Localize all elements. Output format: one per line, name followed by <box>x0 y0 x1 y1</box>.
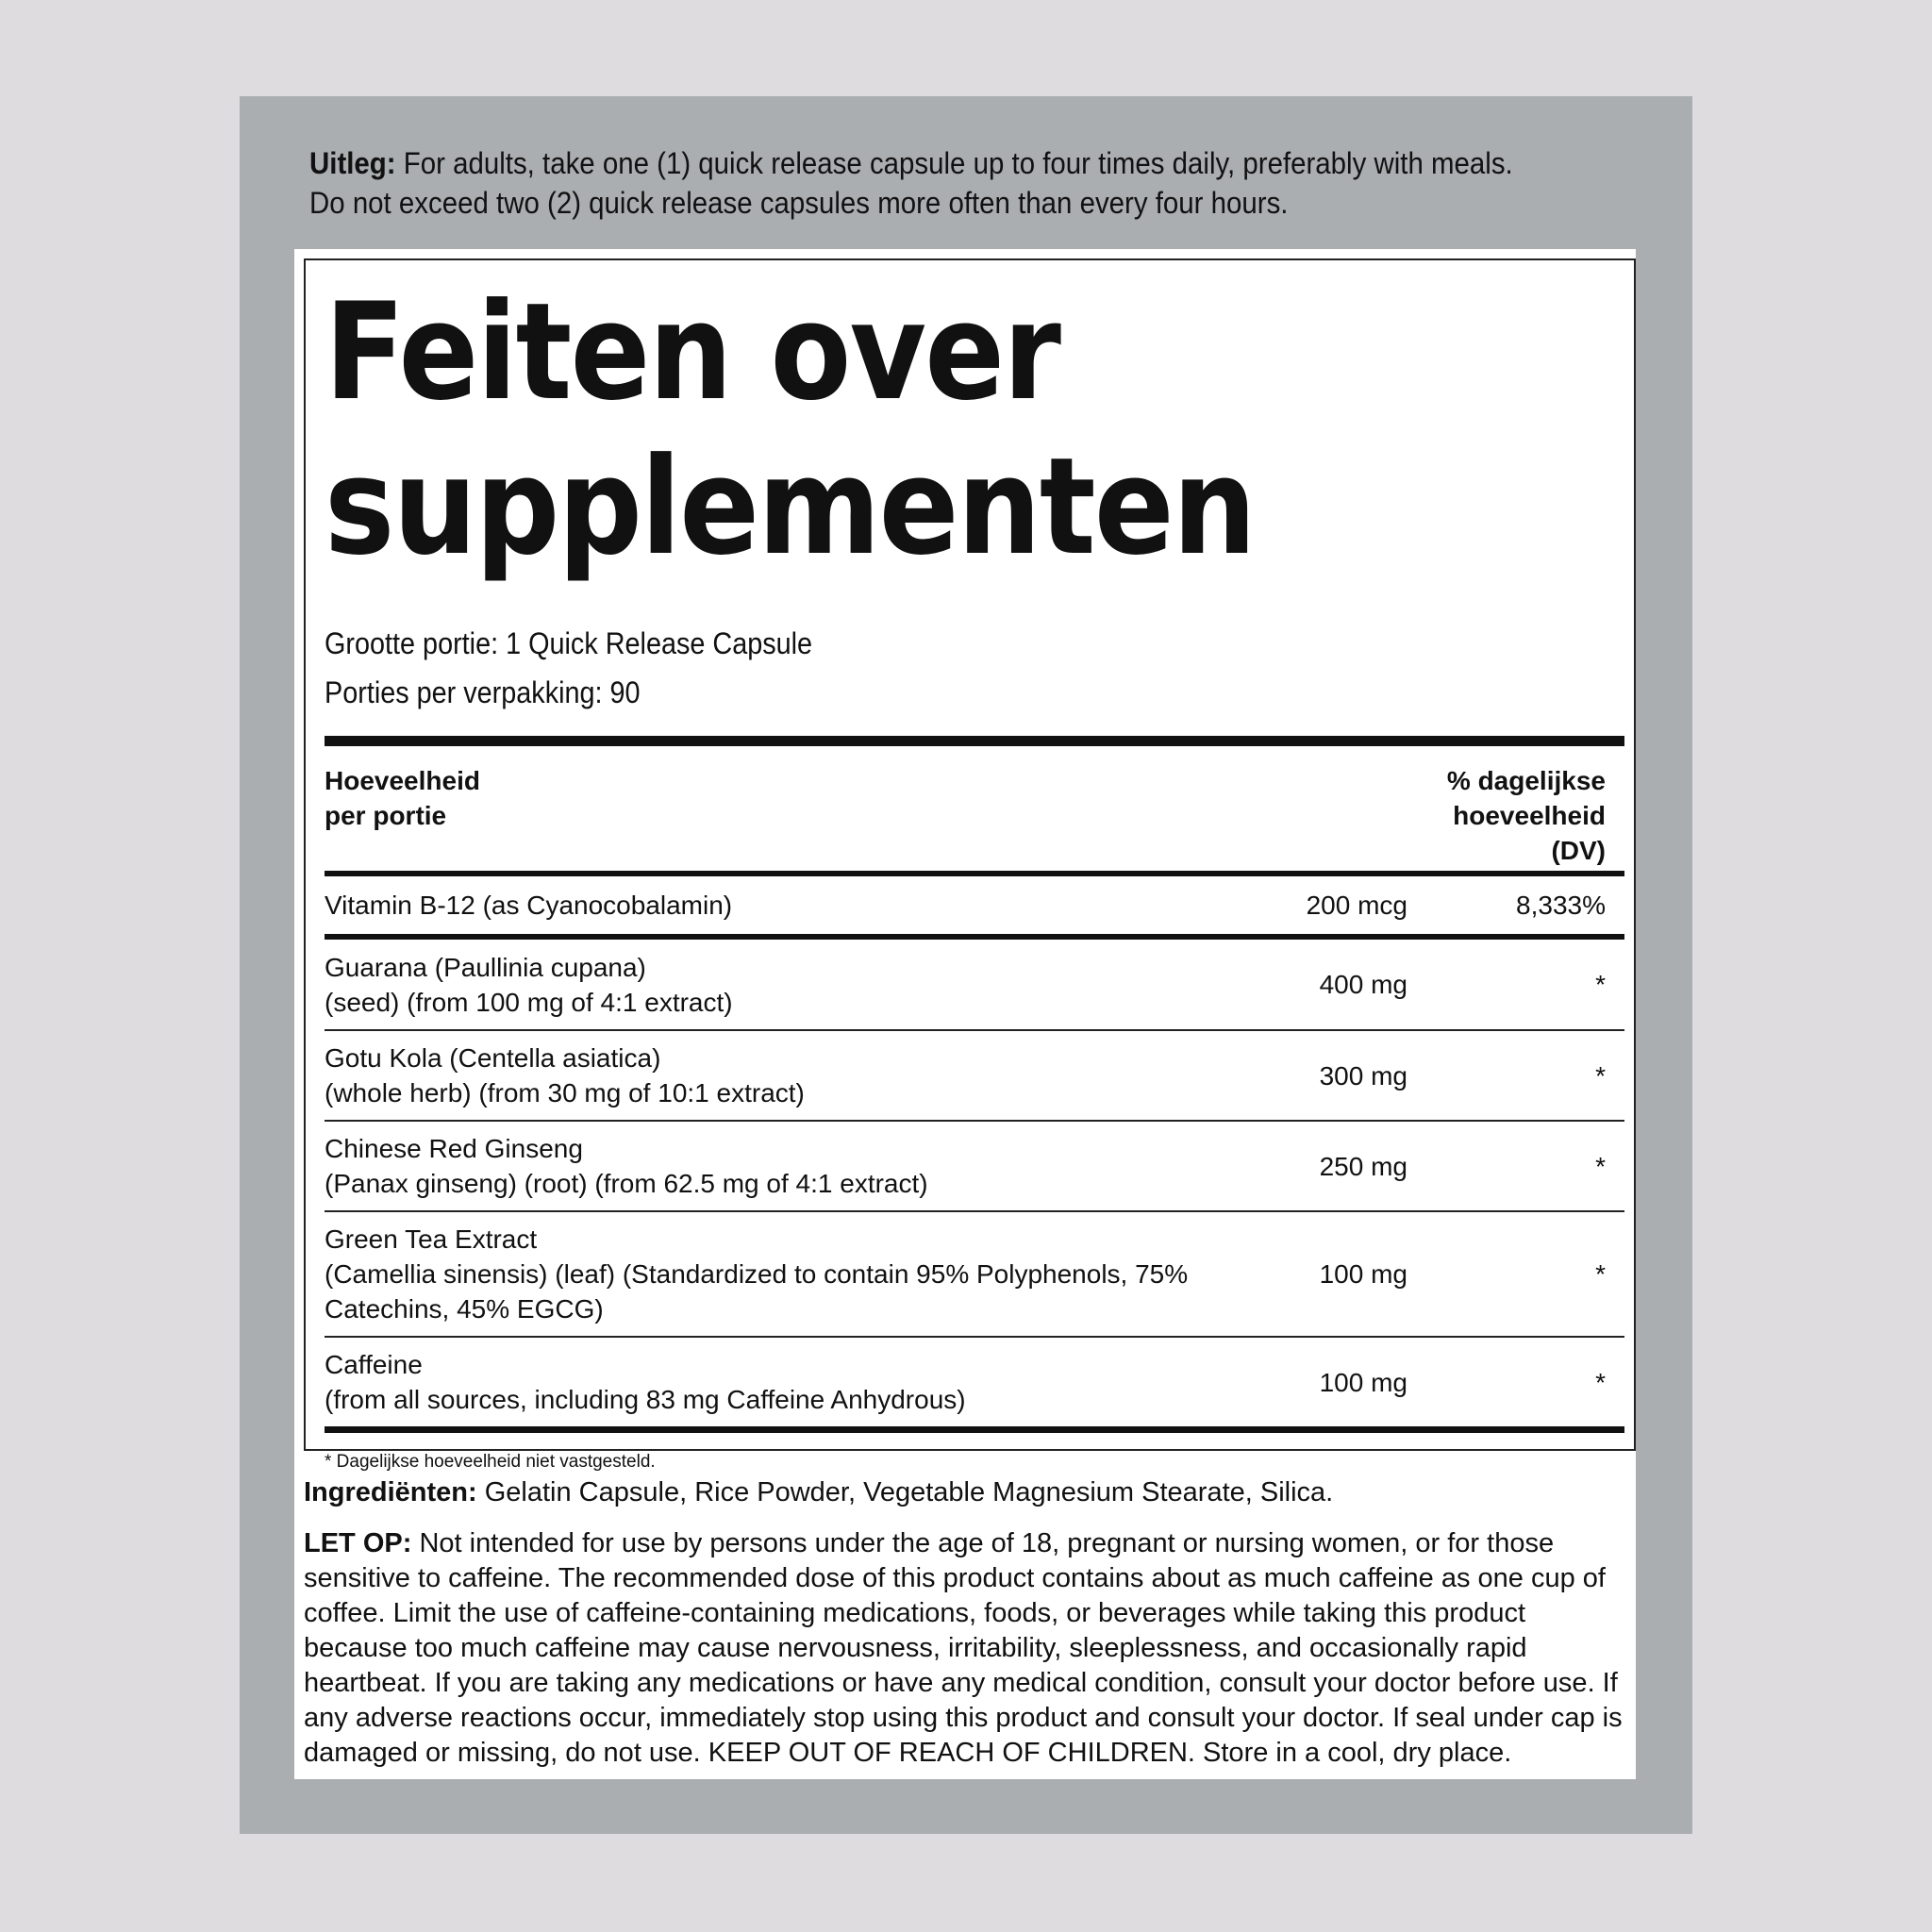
header-dv-line1: % dagelijkse <box>1446 766 1606 795</box>
nutrient-amount: 300 mg <box>1319 1060 1407 1091</box>
nutrient-name: Caffeine (from all sources, including 83 mg Caffeine Anhydrous) <box>325 1350 966 1414</box>
nutrient-row <box>325 940 1624 1029</box>
header-amount-line2: per portie <box>325 801 447 830</box>
nutrient-row <box>325 1122 1624 1210</box>
nutrient-dv: 8,333% <box>1516 891 1606 920</box>
label-panel <box>240 96 1692 1834</box>
facts-title <box>325 275 1469 585</box>
facts-card <box>294 249 1636 1779</box>
nutrient-name: Guarana (Paullinia cupana) (seed) (from 100 mg of 4:1 extract) <box>325 952 733 1017</box>
warning-text: Not intended for use by persons under the age of 18, pregnant or nursing women, or for those sensitive to caffeine. The recommended dose of this product contains about as much caffeine as one cup of coffee. Limit the use of caffeine-containing medications, foods, or beverages while taking this product because too much caffeine may cause nervousness, irritability, sleeplessness, and occasionally rapid heartbeat. If you are taking any medications or have any medical condition, consult your doctor before use. If any adverse reactions occur, immediately stop using this product and consult your doctor. If seal under cap is damaged or missing, do not use. KEEP OUT OF REACH OF CHILDREN. Store in a cool, dry place. <box>304 1528 1623 1768</box>
nutrient-amount: 100 mg <box>1319 1367 1407 1397</box>
header-dv <box>1379 763 1624 871</box>
nutrient-amount: 250 mg <box>1319 1151 1407 1181</box>
nutrient-dv: * <box>1595 970 1606 999</box>
warning <box>304 1526 1634 1771</box>
servings-per-container: Porties per verpakking: 90 <box>325 675 641 709</box>
ingredients-label: Ingrediënten: <box>304 1477 477 1507</box>
serving-size: Grootte portie: 1 Quick Release Capsule <box>325 626 813 660</box>
header-amount-line1: Hoeveelheid <box>325 766 480 795</box>
nutrient-dv: * <box>1595 1259 1606 1289</box>
warning-label: LET OP: <box>304 1528 412 1558</box>
header-amount <box>325 763 480 871</box>
directions-body: For adults, take one (1) quick release capsule up to four times daily, preferably with meals. Do not exceed two (2) quick release capsules more often than every four hours. <box>309 146 1513 220</box>
nutrient-amount: 100 mg <box>1319 1259 1407 1289</box>
nutrient-name: Green Tea Extract (Camellia sinensis) (leaf) (Standardized to contain 95% Polyphenols, 75% Catechins, 45% EGCG) <box>325 1224 1189 1324</box>
nutrient-name: Chinese Red Ginseng (Panax ginseng) (root) (from 62.5 mg of 4:1 extract) <box>325 1134 928 1198</box>
divider-thick <box>325 736 1624 746</box>
header-dv-line3: (DV) <box>1551 836 1606 865</box>
facts-title-line1: Feiten over <box>325 275 1060 430</box>
nutrient-row <box>325 876 1624 934</box>
nutrient-name: Vitamin B-12 (as Cyanocobalamin) <box>325 891 733 920</box>
ingredients <box>304 1475 1634 1510</box>
facts-header <box>325 746 1624 871</box>
nutrient-amount: 200 mcg <box>1306 891 1407 920</box>
nutrient-dv: * <box>1595 1151 1606 1181</box>
directions-label: Uitleg: <box>309 146 396 180</box>
facts-title-line2: supplementen <box>325 429 1256 585</box>
ingredients-text: Gelatin Capsule, Rice Powder, Vegetable Magnesium Stearate, Silica. <box>484 1477 1334 1507</box>
nutrient-row <box>325 1031 1624 1120</box>
nutrient-amount: 400 mg <box>1319 970 1407 999</box>
nutrient-row <box>325 1212 1624 1336</box>
nutrient-dv: * <box>1595 1367 1606 1397</box>
nutrient-name: Gotu Kola (Centella asiatica) (whole herb) (from 30 mg of 10:1 extract) <box>325 1043 805 1108</box>
directions-text <box>309 143 1524 223</box>
divider-thick <box>325 1426 1624 1433</box>
dv-footnote: * Dagelijkse hoeveelheid niet vastgesteld. <box>325 1452 656 1472</box>
header-dv-line2: hoeveelheid <box>1453 801 1606 830</box>
nutrient-dv: * <box>1595 1060 1606 1091</box>
supplement-facts-box <box>304 258 1636 1472</box>
nutrient-row <box>325 1338 1624 1426</box>
